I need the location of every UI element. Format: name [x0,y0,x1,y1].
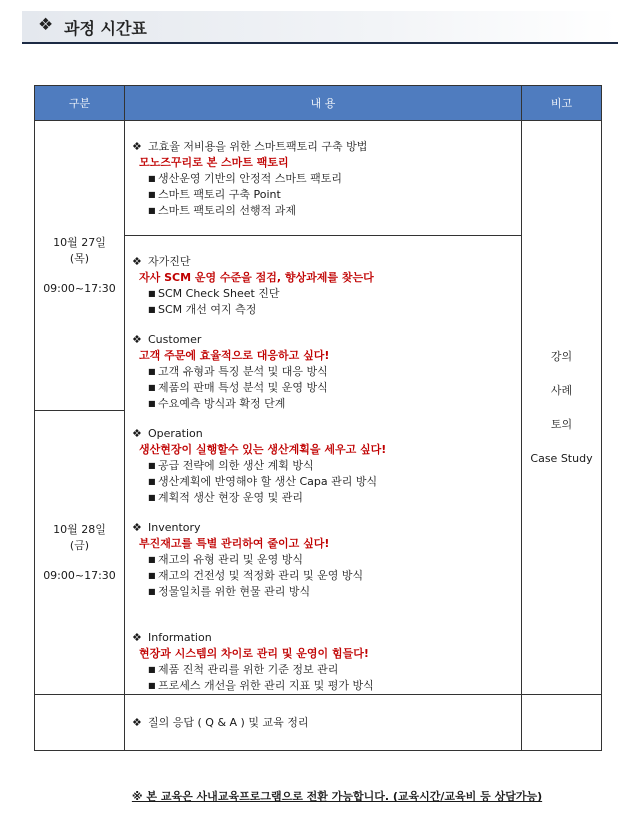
square-bullet-icon: ■ [148,477,156,486]
table-row [35,121,602,236]
square-bullet-icon: ■ [148,190,156,199]
day-1-weekday: (목) [69,251,90,265]
list-item: ■ 수요예측 방식과 확정 단계 [148,397,286,410]
list-item: ■ 스마트 팩토리의 선행적 과제 [148,204,297,217]
square-bullet-icon: ■ [148,305,156,314]
diamond-bullet-icon: ❖ [132,521,142,534]
table-row [35,695,602,751]
note-cell [522,121,602,695]
list-item: ■ 고객 유형과 특징 분석 및 대응 방식 [148,365,328,378]
square-bullet-icon: ■ [148,571,156,580]
section-subtitle: 고객 주문에 효율적으로 대응하고 싶다! [139,349,330,362]
diamond-bullet-icon: ❖ [38,15,54,35]
page-title: 과정 시간표 [64,19,147,38]
note-lecture: 강의 [550,349,573,363]
table-header-row [35,86,602,121]
square-bullet-icon: ■ [148,493,156,502]
section-heading: ❖ 자가진단 [132,255,191,268]
note-case-study: Case Study [530,451,593,465]
square-bullet-icon: ■ [148,555,156,564]
empty-cell [522,695,602,751]
list-item: ■ 제품 진척 관리를 위한 기준 정보 관리 [148,663,339,676]
list-item: ■ 스마트 팩토리 구축 Point [148,188,281,201]
column-header-category: 구분 [35,86,125,121]
square-bullet-icon: ■ [148,681,156,690]
section-smart-factory [125,121,522,236]
list-item: ■ 제품의 판매 특성 분석 및 운영 방식 [148,381,328,394]
diamond-bullet-icon: ❖ [132,255,142,268]
section-heading: ❖ Operation [132,427,203,440]
note-discussion: 토의 [550,417,573,431]
square-bullet-icon: ■ [148,383,156,392]
modules-cell [125,236,522,695]
day-2-time: 09:00~17:30 [43,568,116,582]
list-item: ■ 공급 전략에 의한 생산 계획 방식 [148,459,314,472]
diamond-bullet-icon: ❖ [132,140,142,153]
list-item: ■ 정물일치를 위한 현물 관리 방식 [148,585,311,598]
day-2-date: 10월 28일 [53,522,106,536]
section-heading: ❖ Inventory [132,521,201,534]
list-item: ■ 생산운영 기반의 안정적 스마트 팩토리 [148,172,343,185]
square-bullet-icon: ■ [148,665,156,674]
square-bullet-icon: ■ [148,587,156,596]
list-item: ■ 프로세스 개선을 위한 관리 지표 및 평가 방식 [148,679,374,692]
list-item: ■ SCM Check Sheet 진단 [148,287,280,300]
day-1-date: 10월 27일 [53,235,106,249]
section-heading: ❖ Customer [132,333,202,346]
day-1-cell [35,121,125,411]
diamond-bullet-icon: ❖ [132,427,142,440]
list-item: ■ 재고의 유형 관리 및 운영 방식 [148,553,303,566]
day-1-time: 09:00~17:30 [43,281,116,295]
section-subtitle: 자사 SCM 운영 수준을 점검, 향상과제를 찾는다 [139,271,374,284]
list-item: ■ SCM 개선 여지 측정 [148,303,257,316]
schedule-table-wrapper [34,85,602,751]
section-subtitle: 현장과 시스템의 차이로 관리 및 운영이 힘들다! [139,647,369,660]
section-subtitle: 부진재고를 특별 관리하여 줄이고 싶다! [139,537,330,550]
column-header-note: 비고 [522,86,602,121]
square-bullet-icon: ■ [148,206,156,215]
section-subtitle: 생산현장이 실행할수 있는 생산계획을 세우고 싶다! [139,443,387,456]
square-bullet-icon: ■ [148,461,156,470]
schedule-table [34,85,602,751]
list-item: ■ 재고의 건전성 및 적정화 관리 및 운영 방식 [148,569,364,582]
column-header-content: 내 용 [125,86,522,121]
diamond-bullet-icon: ❖ [132,715,142,729]
empty-cell [35,695,125,751]
note-case: 사례 [550,383,573,397]
qa-cell [125,695,522,751]
day-2-weekday: (금) [69,538,90,552]
square-bullet-icon: ■ [148,367,156,376]
list-item: ■ 계획적 생산 현장 운영 및 관리 [148,491,303,504]
section-title-bar [22,11,618,44]
diamond-bullet-icon: ❖ [132,333,142,346]
section-heading: ❖ 고효율 저비용을 위한 스마트팩토리 구축 방법 [132,140,368,153]
square-bullet-icon: ■ [148,399,156,408]
footer-note: ※ 본 교육은 사내교육프로그램으로 전환 가능합니다. (교육시간/교육비 등 상담가능) [131,790,543,803]
day-2-cell [35,411,125,695]
square-bullet-icon: ■ [148,174,156,183]
section-heading: ❖ Information [132,631,212,644]
square-bullet-icon: ■ [148,289,156,298]
list-item: ■ 생산계획에 반영해야 할 생산 Capa 관리 방식 [148,475,378,488]
section-subtitle: 모노즈꾸리로 본 스마트 팩토리 [139,156,289,169]
diamond-bullet-icon: ❖ [132,631,142,644]
section-heading: ❖ 질의 응답 ( Q & A ) 및 교육 정리 [132,715,309,729]
